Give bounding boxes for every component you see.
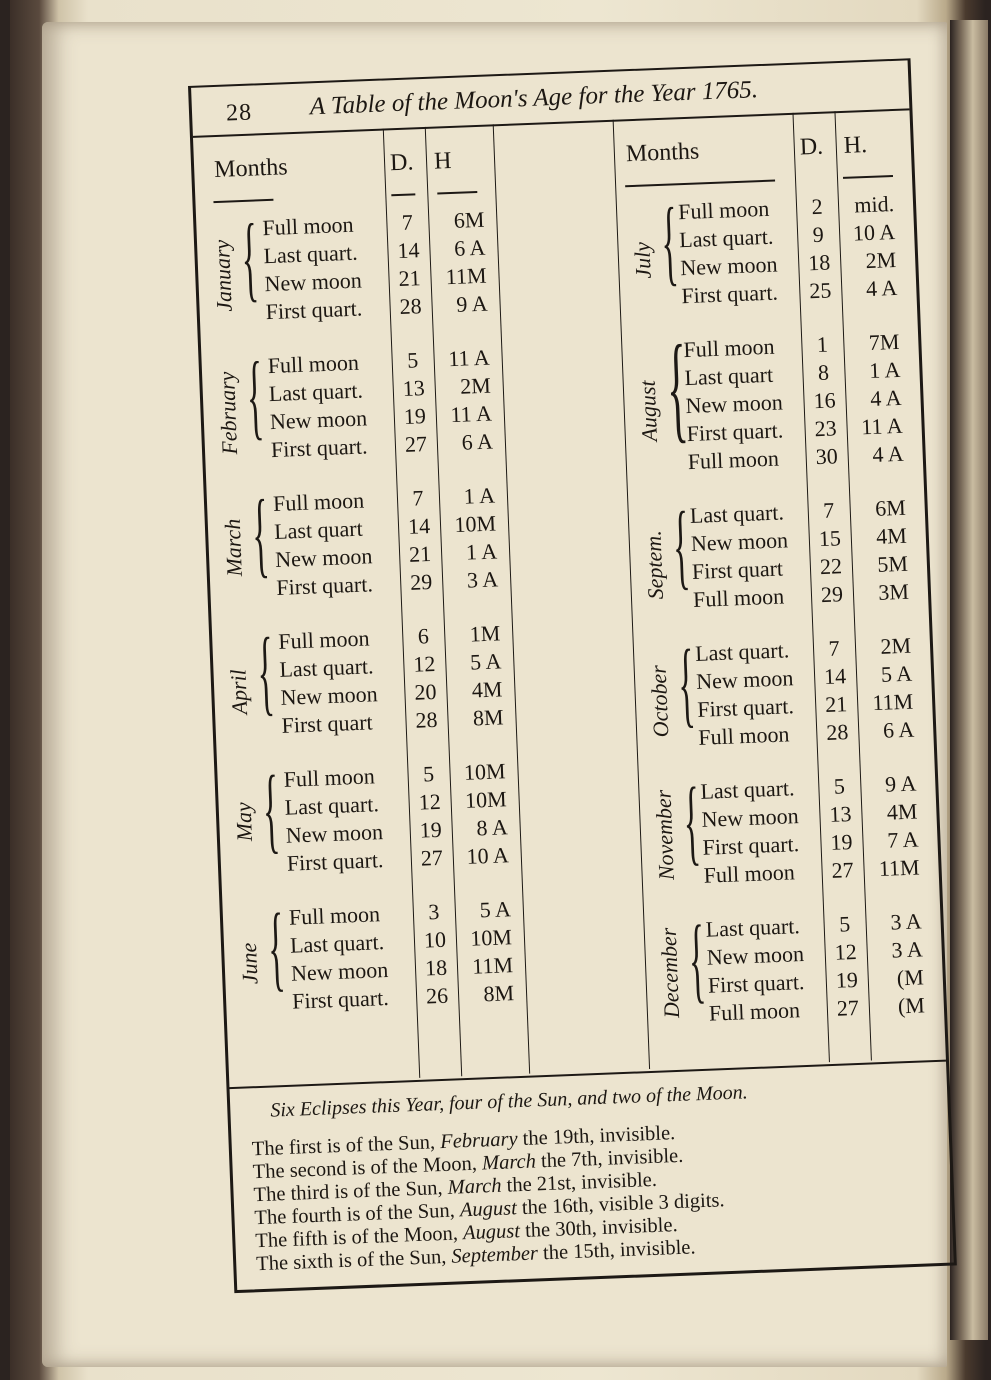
phase-label: New moon xyxy=(706,941,805,970)
day-value: 10 xyxy=(423,926,447,953)
day-value: 7 xyxy=(412,485,424,511)
day-value: 1 xyxy=(816,331,829,358)
hour-value: 11M xyxy=(471,952,514,979)
right-hour-header: H. xyxy=(843,131,868,159)
hour-value: 9 A xyxy=(884,770,917,797)
hour-value: 7 A xyxy=(886,826,919,853)
day-value: 6 xyxy=(417,623,430,649)
day-value: 28 xyxy=(415,706,438,733)
phase-label: New moon xyxy=(701,803,800,832)
phase-label: New moon xyxy=(690,527,789,557)
phase-label: First quart. xyxy=(702,831,800,860)
hour-value: 6 A xyxy=(461,428,494,455)
rule-mark xyxy=(437,191,477,195)
rule-mark xyxy=(843,175,893,179)
day-value: 29 xyxy=(409,569,433,595)
day-value: 3 xyxy=(427,898,440,925)
day-value: 2 xyxy=(811,193,824,220)
day-value: 16 xyxy=(813,387,837,414)
day-value: 14 xyxy=(396,237,420,264)
day-value: 13 xyxy=(828,801,852,827)
phase-label: Full moon xyxy=(272,487,365,517)
left-day-header: D. xyxy=(389,149,414,177)
hour-value: 2M xyxy=(865,246,897,274)
day-value: 29 xyxy=(820,581,844,608)
hour-value: 3M xyxy=(877,578,910,605)
phase-label: First quart. xyxy=(707,969,805,998)
hour-value: 10 A xyxy=(852,218,896,246)
day-value: 7 xyxy=(822,497,835,523)
rule-mark xyxy=(625,180,775,188)
day-value: 8 xyxy=(817,359,830,386)
eclipse-detail: the 7th, invisible. xyxy=(535,1144,684,1173)
month-label: August xyxy=(634,379,662,443)
phase-label: Last quart. xyxy=(699,775,795,804)
hour-value: 3 A xyxy=(889,908,923,935)
day-value: 25 xyxy=(808,277,832,304)
hour-value: 10 A xyxy=(466,842,510,869)
right-table xyxy=(613,108,946,1069)
hour-value: 8M xyxy=(483,980,515,1007)
hour-value: 5 A xyxy=(469,648,502,675)
phase-label: First quart. xyxy=(265,295,363,325)
hour-value: 10M xyxy=(469,924,513,951)
phase-label: New moon xyxy=(679,251,778,281)
facing-page-edge xyxy=(950,20,988,1340)
eclipse-detail: the 21st, invisible. xyxy=(501,1168,658,1197)
day-value: 21 xyxy=(408,541,432,567)
hour-value: 6 A xyxy=(882,716,915,743)
right-day-header: D. xyxy=(799,133,824,161)
eclipse-heading: Six Eclipses this Year, four of the Sun, and two of the Moon. xyxy=(269,1081,749,1122)
eclipse-month: March xyxy=(481,1150,537,1175)
phase-label: Last quart. xyxy=(289,929,385,958)
phase-label: Last quart. xyxy=(263,239,359,269)
hour-value: 1M xyxy=(469,620,501,647)
phase-label: New moon xyxy=(274,543,373,572)
hour-value: 10M xyxy=(464,786,508,813)
eclipse-body: The fourth is of the Sun, xyxy=(254,1199,461,1230)
hour-value: 4 A xyxy=(871,440,905,467)
brace-mark: { xyxy=(255,617,276,725)
phase-label: Last quart. xyxy=(268,377,364,407)
hour-value: 11M xyxy=(871,688,914,716)
day-value: 27 xyxy=(420,844,444,871)
day-value: 12 xyxy=(418,788,442,815)
phase-label: First quart. xyxy=(275,571,374,600)
month-label: March xyxy=(219,517,247,577)
hour-value: 6M xyxy=(874,494,907,521)
day-value: 27 xyxy=(836,994,860,1021)
day-value: 5 xyxy=(422,761,435,787)
hour-value: 8M xyxy=(472,704,504,731)
phase-label: Full moon xyxy=(277,625,370,654)
hour-value: 11M xyxy=(878,854,920,882)
phase-label: First quart. xyxy=(270,433,368,463)
eclipse-body: The fifth is of the Moon, xyxy=(254,1222,464,1253)
hour-value: (M xyxy=(897,992,926,1019)
hour-value: 5 A xyxy=(479,896,512,923)
hour-value: 1 A xyxy=(463,482,496,509)
day-value: 5 xyxy=(838,911,851,937)
phase-label: Last quart xyxy=(273,515,364,545)
hour-value: 4 A xyxy=(865,274,898,302)
hour-value: 9 A xyxy=(455,290,489,317)
day-value: 30 xyxy=(815,443,839,470)
day-value: 28 xyxy=(825,719,849,745)
left-hour-header: H xyxy=(433,147,452,175)
eclipse-body: The sixth is of the Sun, xyxy=(255,1245,452,1276)
eclipse-detail: the 16th, visible 3 digits. xyxy=(516,1189,725,1220)
hour-value: 3 A xyxy=(466,566,499,593)
phase-label: Full moon xyxy=(262,211,354,241)
brace-mark: { xyxy=(659,187,680,295)
hour-value: (M xyxy=(896,964,925,991)
month-label: Septem. xyxy=(640,529,669,600)
hour-value: mid. xyxy=(853,190,895,218)
page-number: 28 xyxy=(225,99,253,127)
phase-label: Full moon xyxy=(683,333,775,363)
phase-label: First quart. xyxy=(680,279,779,309)
day-value: 27 xyxy=(404,431,428,457)
eclipse-body: The second is of the Moon, xyxy=(252,1152,483,1184)
hour-value: 5M xyxy=(876,550,909,577)
day-value: 22 xyxy=(819,553,843,580)
eclipse-month: August xyxy=(462,1220,521,1245)
phase-label: First quart. xyxy=(291,984,390,1014)
month-label: December xyxy=(655,927,685,1019)
hour-value: 1 A xyxy=(465,538,498,565)
day-value: 7 xyxy=(401,209,414,235)
hour-value: 2M xyxy=(879,632,912,659)
day-value: 21 xyxy=(824,691,848,717)
phase-label: Last quart xyxy=(684,361,774,391)
day-value: 20 xyxy=(413,678,437,705)
eclipse-body: The first is of the Sun, xyxy=(251,1131,441,1161)
eclipse-detail: the 15th, invisible. xyxy=(537,1236,696,1265)
day-value: 28 xyxy=(399,293,423,320)
month-label: June xyxy=(235,942,263,985)
hour-value: 6 A xyxy=(453,234,486,261)
hour-value: 11M xyxy=(445,262,487,290)
phase-label: First quart xyxy=(281,709,374,738)
day-value: 19 xyxy=(403,403,427,429)
eclipse-detail: the 30th, invisible. xyxy=(519,1214,679,1243)
brace-mark: { xyxy=(664,320,690,454)
day-value: 5 xyxy=(833,773,846,799)
phase-label: Full moon xyxy=(708,997,801,1026)
eclipse-detail: the 19th, invisible. xyxy=(517,1122,676,1151)
day-value: 19 xyxy=(830,829,853,855)
phase-label: Last quart. xyxy=(694,637,790,666)
brace-mark: { xyxy=(670,491,692,599)
hour-value: 5 A xyxy=(880,660,913,687)
phase-label: Full moon xyxy=(283,763,376,792)
brace-mark: { xyxy=(676,629,697,737)
eclipse-month: September xyxy=(451,1242,539,1268)
phase-label: Last quart. xyxy=(278,653,374,682)
brace-mark: { xyxy=(239,203,260,312)
phase-label: Full moon xyxy=(692,583,785,612)
hour-value: 4M xyxy=(875,522,908,549)
hour-value: 4M xyxy=(886,798,918,825)
day-value: 18 xyxy=(807,249,831,276)
hour-value: 4M xyxy=(471,676,503,703)
month-label: January xyxy=(208,238,237,312)
brace-mark: { xyxy=(250,479,271,587)
eclipse-body: The third is of the Sun, xyxy=(253,1176,449,1207)
left-table xyxy=(193,122,579,1085)
day-value: 14 xyxy=(823,663,847,690)
phase-label: Full moon xyxy=(677,195,770,225)
day-value: 18 xyxy=(424,954,448,981)
day-value: 13 xyxy=(402,375,426,401)
phase-label: New moon xyxy=(685,389,784,419)
hour-value: 3 A xyxy=(891,936,924,963)
brace-mark: { xyxy=(686,904,708,1013)
phase-label: First quart xyxy=(691,555,784,585)
month-label: April xyxy=(225,668,253,715)
day-value: 21 xyxy=(398,265,422,292)
hour-value: 2M xyxy=(459,372,492,399)
brace-mark: { xyxy=(266,892,287,1001)
day-value: 5 xyxy=(406,347,419,373)
phase-label: New moon xyxy=(695,665,794,694)
hour-value: 6M xyxy=(453,206,485,233)
phase-label: Full moon xyxy=(288,901,381,930)
hour-value: 8 A xyxy=(476,814,509,841)
eclipse-month: March xyxy=(447,1174,502,1199)
phase-label: Last quart. xyxy=(689,499,785,529)
hour-value: 10M xyxy=(463,758,507,785)
phase-label: New moon xyxy=(269,405,368,435)
phase-label: Full moon xyxy=(697,721,790,750)
day-value: 9 xyxy=(812,221,825,248)
month-label: February xyxy=(214,371,243,456)
eclipse-month: February xyxy=(439,1128,518,1154)
day-value: 26 xyxy=(425,982,449,1009)
day-value: 14 xyxy=(407,513,431,539)
moon-age-table xyxy=(188,58,957,1293)
phase-label: First quart. xyxy=(286,847,384,876)
month-label: July xyxy=(629,241,656,280)
phase-label: Last quart. xyxy=(284,791,380,820)
phase-label: First quart. xyxy=(696,693,795,722)
phase-label: Last quart. xyxy=(705,913,801,942)
phase-label: Full moon xyxy=(703,859,796,888)
day-value: 12 xyxy=(834,938,858,965)
day-value: 27 xyxy=(831,857,855,883)
left-months-header: Months xyxy=(213,154,289,184)
hour-value: 4 A xyxy=(869,384,902,412)
right-months-header: Months xyxy=(625,138,700,168)
hour-value: 1 A xyxy=(868,356,901,384)
phase-label: New moon xyxy=(264,267,363,297)
phase-label: First quart. xyxy=(686,417,784,447)
month-label: October xyxy=(645,664,674,738)
day-value: 23 xyxy=(814,415,838,442)
phase-label: New moon xyxy=(285,819,384,848)
hour-value: 10M xyxy=(453,510,497,538)
eclipse-section xyxy=(229,1060,953,1289)
day-value: 12 xyxy=(412,650,436,677)
phase-label: Last quart. xyxy=(678,223,774,253)
page-title: A Table of the Moon's Age for the Year 1765. xyxy=(309,76,759,121)
hour-value: 7M xyxy=(868,328,900,356)
hour-value: 11 A xyxy=(447,344,491,372)
brace-mark: { xyxy=(681,766,702,875)
phase-label: New moon xyxy=(290,956,389,986)
hour-value: 11 A xyxy=(449,400,493,428)
day-value: 19 xyxy=(835,966,859,993)
rule-mark xyxy=(213,199,273,203)
eclipse-month: August xyxy=(459,1197,518,1222)
hour-value: 11 A xyxy=(860,412,904,440)
month-label: May xyxy=(230,801,258,842)
phase-label: Full moon xyxy=(267,349,360,379)
day-value: 7 xyxy=(828,635,841,661)
phase-label: New moon xyxy=(280,681,379,710)
rule-mark xyxy=(391,193,415,196)
brace-mark: { xyxy=(260,755,281,863)
brace-mark: { xyxy=(244,341,266,449)
day-value: 15 xyxy=(818,525,842,552)
phase-label: Full moon xyxy=(687,445,780,475)
day-value: 19 xyxy=(419,816,443,843)
month-label: November xyxy=(650,789,679,881)
